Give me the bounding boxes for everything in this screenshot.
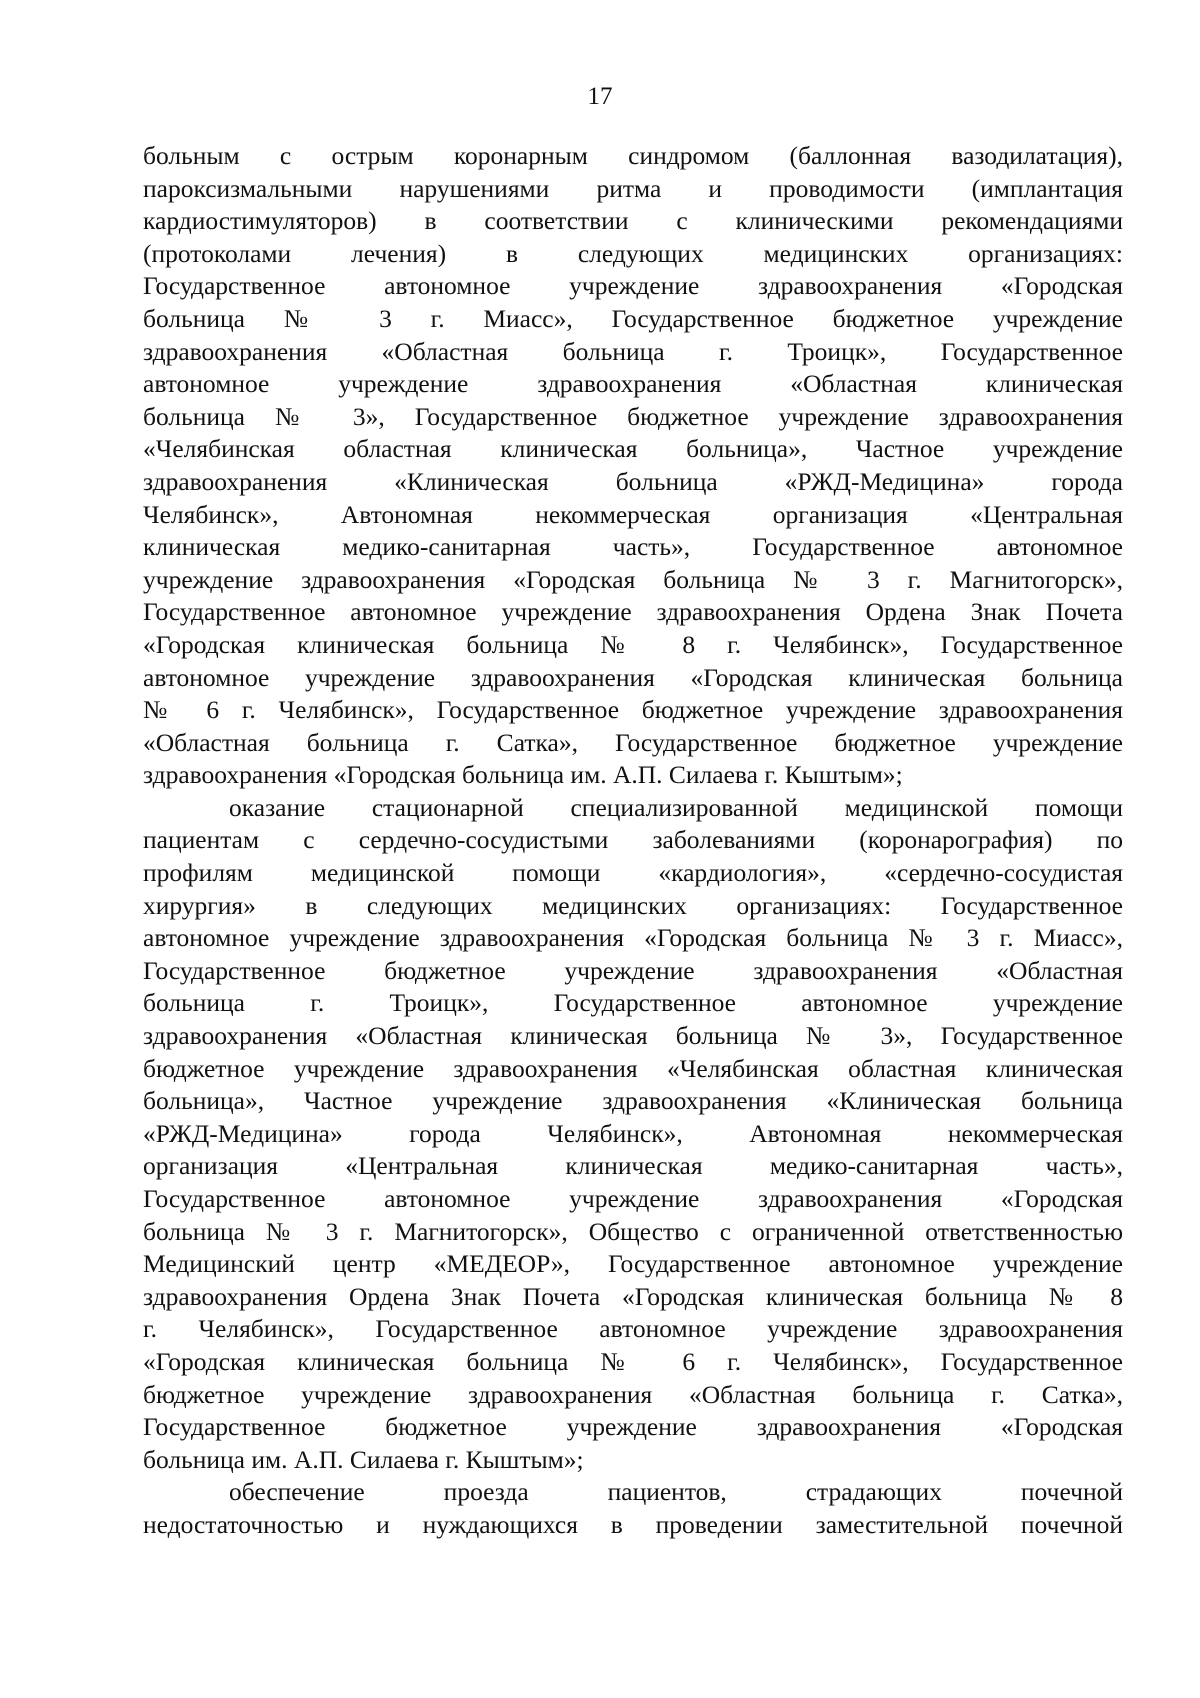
text-line: больница г. Троицк», Государственное автономное учреждение bbox=[143, 988, 1123, 1018]
text-line: (протоколами лечения) в следующих медицинских организациях: bbox=[143, 238, 1123, 268]
text-line: кардиостимуляторов) в соответствии с клиническими рекомендациями bbox=[143, 206, 1123, 236]
text-line: бюджетное учреждение здравоохранения «Челябинская областная клиническая bbox=[143, 1053, 1123, 1083]
text-line: больным с острым коронарным синдромом (баллонная вазодилатация), bbox=[143, 141, 1123, 170]
text-line: здравоохранения «Областная больница г. Троицк», Государственное bbox=[143, 336, 1123, 366]
text-line: здравоохранения Ордена Знак Почета «Городская клиническая больница № 8 bbox=[143, 1281, 1123, 1311]
text-line: г. Челябинск», Государственное автономное учреждение здравоохранения bbox=[143, 1314, 1123, 1344]
text-line: «Областная больница г. Сатка», Государственное бюджетное учреждение bbox=[143, 727, 1123, 757]
text-line: больница № 3 г. Миасс», Государственное бюджетное учреждение bbox=[143, 303, 1123, 333]
text-line: здравоохранения «Городская больница им. А.П. Силаева г. Кыштым»; bbox=[143, 760, 903, 790]
text-line: учреждение здравоохранения «Городская больница № 3 г. Магнитогорск», bbox=[143, 564, 1123, 594]
text-line: Государственное автономное учреждение здравоохранения «Городская bbox=[143, 271, 1123, 301]
text-line: № 6 г. Челябинск», Государственное бюджетное учреждение здравоохранения bbox=[143, 695, 1123, 725]
text-line: Государственное автономное учреждение здравоохранения Ордена Знак Почета bbox=[143, 597, 1123, 627]
paragraph bbox=[143, 1476, 1123, 1541]
text-line: Государственное бюджетное учреждение здравоохранения «Городская bbox=[143, 1412, 1123, 1442]
text-line: организация «Центральная клиническая медико-санитарная часть», bbox=[143, 1151, 1123, 1181]
text-line: Государственное бюджетное учреждение здравоохранения «Областная bbox=[143, 955, 1123, 985]
text-line: здравоохранения «Областная клиническая больница № 3», Государственное bbox=[143, 1021, 1123, 1051]
text-line: «Городская клиническая больница № 8 г. Челябинск», Государственное bbox=[143, 629, 1123, 659]
document-body bbox=[143, 140, 1123, 1542]
paragraph bbox=[143, 792, 1123, 1476]
text-line: Государственное автономное учреждение здравоохранения «Городская bbox=[143, 1184, 1123, 1213]
text-line: «Городская клиническая больница № 6 г. Челябинск», Государственное bbox=[143, 1346, 1123, 1376]
text-line: больница им. А.П. Силаева г. Кыштым»; bbox=[143, 1444, 584, 1474]
text-line: больница», Частное учреждение здравоохранения «Клиническая больница bbox=[143, 1086, 1123, 1116]
text-line: больница № 3», Государственное бюджетное учреждение здравоохранения bbox=[143, 401, 1123, 431]
paragraph bbox=[143, 140, 1123, 792]
text-line: клиническая медико-санитарная часть», Государственное автономное bbox=[143, 532, 1123, 562]
text-line: хирургия» в следующих медицинских организациях: Государственное bbox=[143, 890, 1123, 920]
text-line: «РЖД-Медицина» города Челябинск», Автономная некоммерческая bbox=[143, 1118, 1123, 1148]
text-line: обеспечение проезда пациентов, страдающих почечной bbox=[229, 1477, 1123, 1507]
text-line: больница № 3 г. Магнитогорск», Общество с ограниченной ответственностью bbox=[143, 1216, 1123, 1246]
text-line: пациентам с сердечно-сосудистыми заболеваниями (коронарография) по bbox=[143, 825, 1123, 855]
text-line: недостаточностью и нуждающихся в проведении заместительной почечной bbox=[143, 1509, 1123, 1539]
text-line: Челябинск», Автономная некоммерческая организация «Центральная bbox=[143, 499, 1123, 529]
text-line: автономное учреждение здравоохранения «Городская больница № 3 г. Миасс», bbox=[143, 923, 1123, 953]
text-line: бюджетное учреждение здравоохранения «Областная больница г. Сатка», bbox=[143, 1379, 1123, 1409]
text-line: автономное учреждение здравоохранения «Областная клиническая bbox=[143, 369, 1123, 399]
text-line: Медицинский центр «МЕДЕОР», Государственное автономное учреждение bbox=[143, 1249, 1123, 1279]
text-line: профилям медицинской помощи «кардиология», «сердечно-сосудистая bbox=[143, 858, 1123, 888]
text-line: автономное учреждение здравоохранения «Городская клиническая больница bbox=[143, 662, 1123, 692]
text-line: «Челябинская областная клиническая больница», Частное учреждение bbox=[143, 434, 1123, 464]
text-line: пароксизмальными нарушениями ритма и проводимости (имплантация bbox=[143, 173, 1123, 203]
page-number: 17 bbox=[587, 83, 613, 110]
text-line: здравоохранения «Клиническая больница «РЖД-Медицина» города bbox=[143, 466, 1123, 496]
text-line: оказание стационарной специализированной медицинской помощи bbox=[229, 792, 1123, 822]
